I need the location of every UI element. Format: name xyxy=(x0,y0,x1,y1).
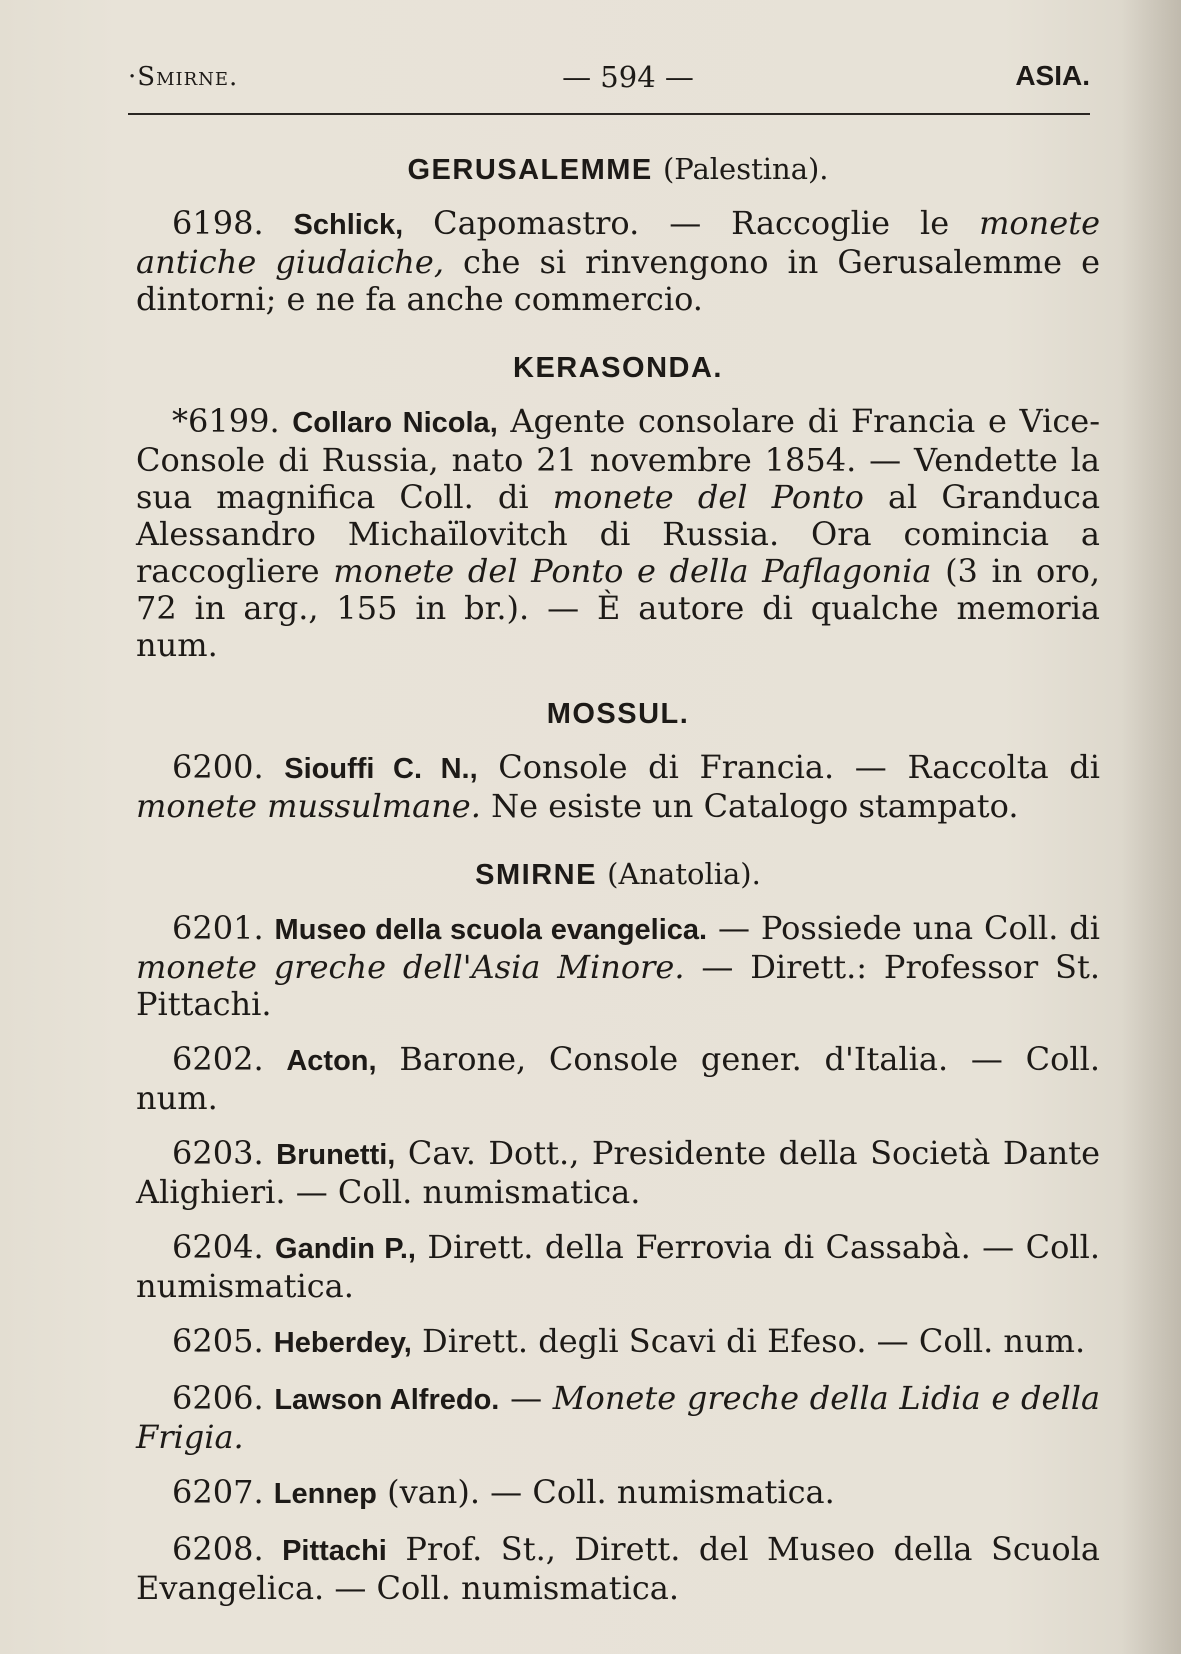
entry-text: Ne esiste un Catalogo stampato. xyxy=(480,787,1019,825)
entry-6200 xyxy=(136,749,1100,825)
entry-text: Console di Francia. — Raccolta di xyxy=(477,748,1101,786)
entry-text: (3 in oro, 72 in arg., 155 in br.). — È autore di qualche memoria num. xyxy=(136,552,1101,664)
entry-text: Capomastro. — Raccoglie le xyxy=(403,204,980,242)
entry-italic: monete del Ponto e della Paflagonia xyxy=(333,552,932,590)
entry-name: Schlick, xyxy=(293,209,404,241)
entry-text: Cav. Dott., Presidente della Società Dante Alighieri. — Coll. numismatica. xyxy=(136,1134,1101,1211)
entry-text: Dirett. degli Scavi di Efeso. — Coll. num. xyxy=(411,1322,1086,1360)
entry-text: (van). — Coll. numismatica. xyxy=(376,1473,835,1511)
entry-number: 6200. xyxy=(172,748,264,786)
section-heading-smirne xyxy=(136,855,1100,894)
entry-6208 xyxy=(136,1531,1100,1607)
entry-6201 xyxy=(136,910,1100,1023)
heading-city: GERUSALEMME xyxy=(407,154,653,186)
entry-text: — Possiede una Coll. di xyxy=(707,909,1101,947)
entry-number: 6203. xyxy=(172,1134,264,1172)
entry-text: Barone, Console gener. d'Italia. — Coll. num. xyxy=(136,1040,1101,1117)
entry-number: 6207. xyxy=(172,1473,264,1511)
entry-number: 6206. xyxy=(172,1379,264,1417)
section-heading-gerusalemme xyxy=(136,150,1100,189)
page-number: — 594 — xyxy=(562,60,694,94)
entry-6203 xyxy=(136,1135,1100,1211)
entry-name: Collaro Nicola, xyxy=(292,407,498,439)
header-rule xyxy=(128,113,1090,115)
entry-name: Heberdey, xyxy=(273,1327,412,1359)
heading-city: MOSSUL. xyxy=(546,698,690,730)
section-heading-kerasonda xyxy=(136,348,1100,387)
entry-italic: monete mussulmane. xyxy=(136,787,481,825)
entry-italic: Monete greche della Lidia e della Frigia. xyxy=(136,1379,1101,1456)
entry-italic: monete del Ponto xyxy=(552,478,864,516)
entry-name: Acton, xyxy=(286,1045,377,1077)
entry-name: Gandin P., xyxy=(275,1233,416,1265)
entry-6205 xyxy=(136,1323,1100,1362)
entry-6207 xyxy=(136,1474,1100,1513)
section-heading-mossul xyxy=(136,694,1100,733)
heading-region: (Palestina). xyxy=(662,152,829,186)
entry-name: Lennep xyxy=(273,1478,377,1510)
heading-region: (Anatolia). xyxy=(607,857,761,891)
entry-name: Pittachi xyxy=(282,1535,387,1567)
entry-name: Museo della scuola evangelica. xyxy=(274,914,708,946)
running-header-section: ·Smirne. xyxy=(128,62,239,92)
entry-number: 6202. xyxy=(172,1040,264,1078)
running-header xyxy=(128,58,1090,100)
entry-6202 xyxy=(136,1041,1100,1117)
entry-italic: monete antiche giudaiche, xyxy=(136,204,1101,281)
heading-city: SMIRNE xyxy=(475,859,597,891)
entry-6204 xyxy=(136,1229,1100,1305)
entry-italic: monete greche dell'Asia Minore. xyxy=(136,948,685,986)
entry-text: Agente consolare di Francia e Vice-Console di Russia, nato 21 novembre 1854. — Vendette la sua magnifica Coll. di xyxy=(136,402,1101,516)
entry-text: — Dirett.: Professor St. Pittachi. xyxy=(136,948,1100,1023)
entry-number: 6208. xyxy=(172,1530,264,1568)
entry-name: Lawson Alfredo. xyxy=(274,1384,500,1416)
entry-number: 6205. xyxy=(172,1322,264,1360)
page-body xyxy=(136,150,1100,1607)
entry-text: — xyxy=(499,1379,553,1417)
entry-text: Prof. St., Dirett. del Museo della Scuola Evangelica. — Coll. numismatica. xyxy=(136,1530,1100,1607)
entry-number: 6198. xyxy=(172,204,264,242)
heading-city: KERASONDA. xyxy=(513,352,723,384)
entry-text: Dirett. della Ferrovia di Cassabà. — Coll. numismatica. xyxy=(136,1228,1100,1305)
entry-6198 xyxy=(136,205,1100,318)
running-header-continent: ASIA. xyxy=(1015,60,1090,91)
entry-name: Brunetti, xyxy=(276,1139,396,1171)
entry-6199 xyxy=(136,403,1100,664)
entry-text: al Granduca Alessandro Michaïlovitch di Russia. Ora comincia a raccogliere xyxy=(136,478,1101,590)
entry-number: *6199. xyxy=(172,402,280,440)
entry-number: 6201. xyxy=(172,909,264,947)
entry-number: 6204. xyxy=(172,1228,264,1266)
entry-text: che si rinvengono in Gerusalemme e dintorni; e ne fa anche commercio. xyxy=(136,243,1101,318)
entry-name: Siouffi C. N., xyxy=(284,753,478,785)
page-edge-shadow xyxy=(1121,0,1181,1654)
entry-6206 xyxy=(136,1380,1100,1456)
